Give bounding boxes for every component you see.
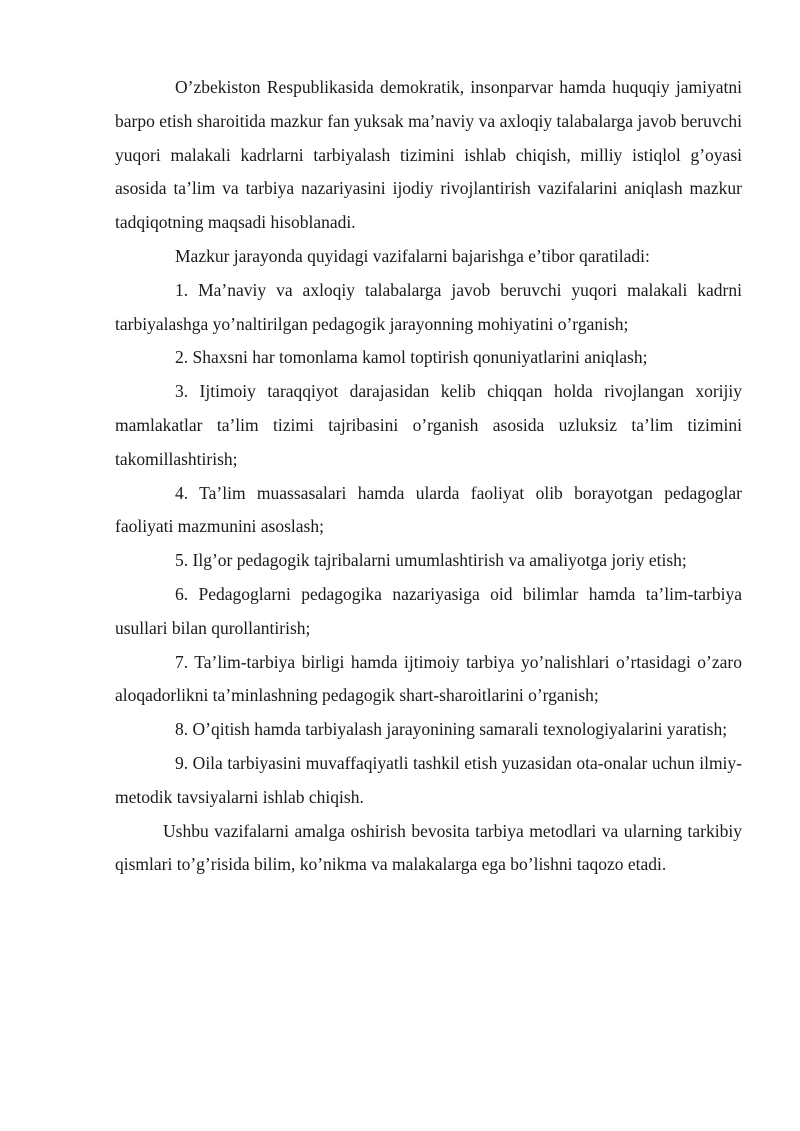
task-item-5: 5. Ilg’or pedagogik tajribalarni umumlashtirish va amaliyotga joriy etish; — [175, 550, 687, 571]
task-item-4: 4. Ta’lim muassasalari hamda ularda faoliyat olib borayotgan pedagoglar faoliyati mazmunini asoslash; — [115, 482, 742, 537]
intro-paragraph: O’zbekiston Respublikasida demokratik, insonparvar hamda huquqiy jamiyatni barpo etish sharoitida mazkur fan yuksak ma’naviy va axloqiy talabalarga javob beruvchi yuqori malakali kadrlarni tarbiyalash tizimini ishlab chiqish, milliy istiqlol g’oyasi asosida ta’lim va tarbiya nazariyasini ijodiy rivojlantirish vazifalarini aniqlash mazkur tadqiqotning maqsadi hisoblanadi. — [115, 77, 742, 233]
task-item-6: 6. Pedagoglarni pedagogika nazariyasiga oid bilimlar hamda ta’lim-tarbiya usullari bilan qurollantirish; — [115, 583, 742, 638]
task-item-1: 1. Ma’naviy va axloqiy talabalarga javob beruvchi yuqori malakali kadrni tarbiyalashga yo’naltirilgan pedagogik jarayonning mohiyatini o’rganish; — [115, 279, 742, 334]
tasks-lead-paragraph: Mazkur jarayonda quyidagi vazifalarni bajarishga e’tibor qaratiladi: — [175, 245, 650, 266]
task-item-8: 8. O’qitish hamda tarbiyalash jarayonining samarali texnologiyalarini yaratish; — [175, 719, 728, 740]
task-item-9: 9. Oila tarbiyasini muvaffaqiyatli tashkil etish yuzasidan ota-onalar uchun ilmiy-metodik tavsiyalarni ishlab chiqish. — [115, 752, 742, 807]
task-item-2: 2. Shaxsni har tomonlama kamol toptirish qonuniyatlarini aniqlash; — [175, 347, 648, 368]
document-page — [115, 71, 742, 882]
conclusion-paragraph: Ushbu vazifalarni amalga oshirish bevosita tarbiya metodlari va ularning tarkibiy qismlari to’g’risida bilim, ko’nikma va malakalarga ega bo’lishni taqozo etadi. — [115, 820, 742, 875]
task-item-3: 3. Ijtimoiy taraqqiyot darajasidan kelib chiqqan holda rivojlangan xorijiy mamlakatlar ta’lim tizimi tajribasini o’rganish asosida uzluksiz ta’lim tizimini takomillashtirish; — [115, 381, 742, 469]
task-item-7: 7. Ta’lim-tarbiya birligi hamda ijtimoiy tarbiya yo’nalishlari o’rtasidagi o’zaro aloqadorlikni ta’minlashning pedagogik shart-sharoitlarini o’rganish; — [115, 651, 742, 706]
